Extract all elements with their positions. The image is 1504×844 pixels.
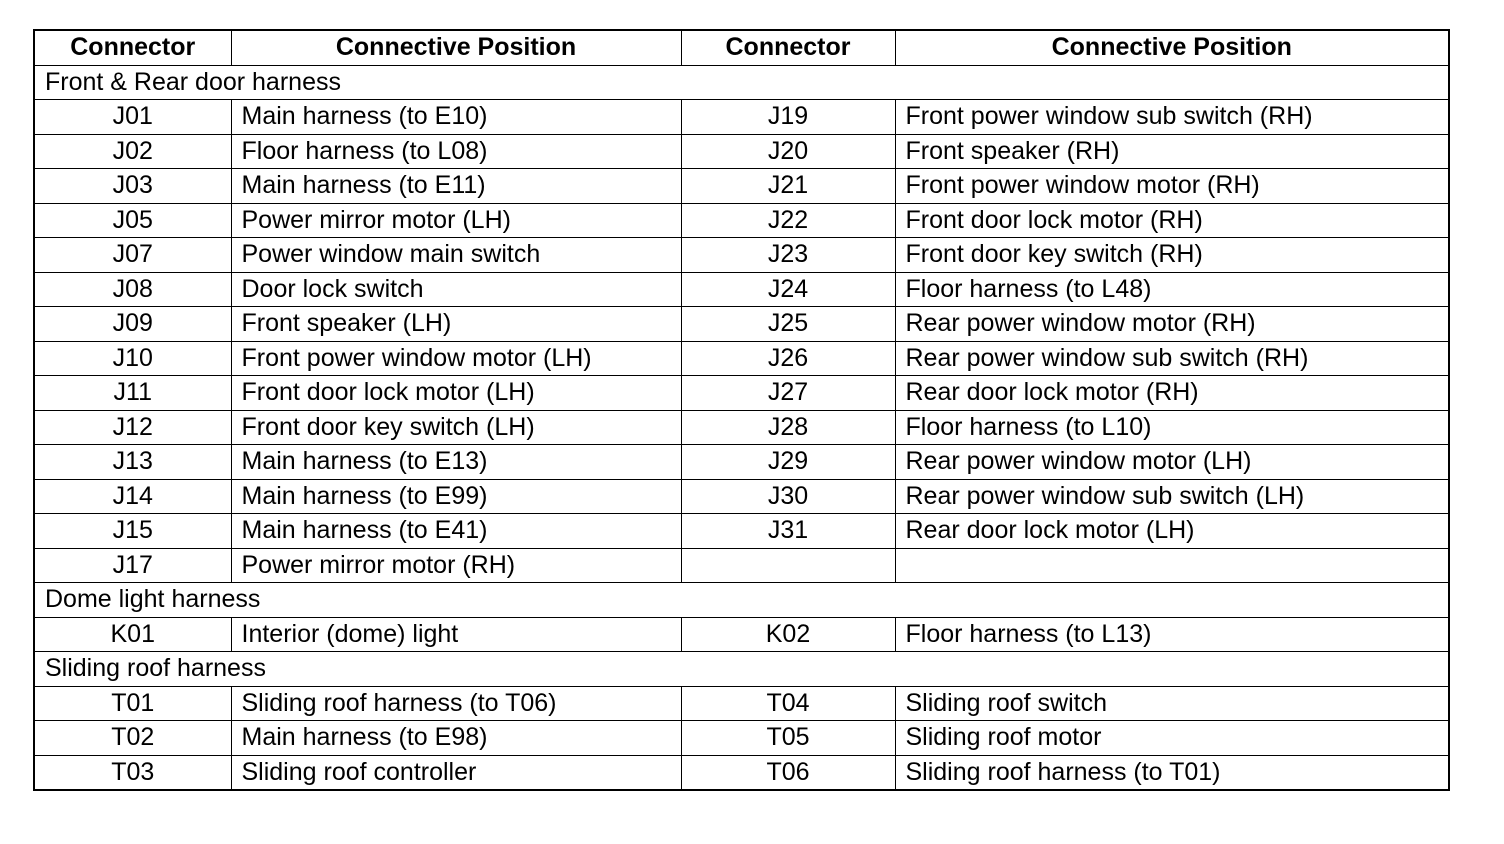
table-row xyxy=(34,203,1449,238)
connector-code: J21 xyxy=(681,169,895,204)
connector-code: K02 xyxy=(681,617,895,652)
connective-position: Sliding roof harness (to T06) xyxy=(231,686,681,721)
table-row xyxy=(34,514,1449,549)
connector-code: J02 xyxy=(34,134,231,169)
section-title: Dome light harness xyxy=(34,583,1449,618)
table-row xyxy=(34,721,1449,756)
connective-position: Front speaker (RH) xyxy=(895,134,1449,169)
header-position-2: Connective Position xyxy=(895,30,1449,65)
header-connector-1: Connector xyxy=(34,30,231,65)
connective-position: Main harness (to E10) xyxy=(231,100,681,135)
table-row xyxy=(34,169,1449,204)
connective-position: Sliding roof harness (to T01) xyxy=(895,755,1449,790)
table-row xyxy=(34,686,1449,721)
connector-code: J01 xyxy=(34,100,231,135)
connector-code: J31 xyxy=(681,514,895,549)
connector-code: T02 xyxy=(34,721,231,756)
table-row xyxy=(34,376,1449,411)
table-row xyxy=(34,100,1449,135)
connective-position: Rear power window motor (LH) xyxy=(895,445,1449,480)
header-connector-2: Connector xyxy=(681,30,895,65)
connector-code: J12 xyxy=(34,410,231,445)
connector-code: J19 xyxy=(681,100,895,135)
connective-position: Rear power window sub switch (RH) xyxy=(895,341,1449,376)
connective-position: Main harness (to E41) xyxy=(231,514,681,549)
header-position-1: Connective Position xyxy=(231,30,681,65)
connector-code: J20 xyxy=(681,134,895,169)
connective-position: Floor harness (to L48) xyxy=(895,272,1449,307)
connector-code: T05 xyxy=(681,721,895,756)
connective-position: Main harness (to E11) xyxy=(231,169,681,204)
connective-position: Front power window sub switch (RH) xyxy=(895,100,1449,135)
connector-code: J25 xyxy=(681,307,895,342)
header-row xyxy=(34,30,1449,65)
connective-position: Front speaker (LH) xyxy=(231,307,681,342)
connective-position: Main harness (to E99) xyxy=(231,479,681,514)
connector-code: J03 xyxy=(34,169,231,204)
connective-position: Power mirror motor (LH) xyxy=(231,203,681,238)
connector-code: J27 xyxy=(681,376,895,411)
table-row xyxy=(34,617,1449,652)
table-row xyxy=(34,548,1449,583)
connector-code: J28 xyxy=(681,410,895,445)
connective-position: Rear door lock motor (LH) xyxy=(895,514,1449,549)
connector-code: J17 xyxy=(34,548,231,583)
connector-code: J11 xyxy=(34,376,231,411)
connector-code: J09 xyxy=(34,307,231,342)
connector-code: T01 xyxy=(34,686,231,721)
table-row xyxy=(34,307,1449,342)
connector-code: K01 xyxy=(34,617,231,652)
section-title: Sliding roof harness xyxy=(34,652,1449,687)
connector-code: J07 xyxy=(34,238,231,273)
table-row xyxy=(34,134,1449,169)
connector-code: T03 xyxy=(34,755,231,790)
connective-position: Rear door lock motor (RH) xyxy=(895,376,1449,411)
connector-code: T04 xyxy=(681,686,895,721)
connective-position: Main harness (to E98) xyxy=(231,721,681,756)
connector-table xyxy=(33,29,1450,791)
connector-code: J05 xyxy=(34,203,231,238)
connector-code: J13 xyxy=(34,445,231,480)
connective-position: Rear power window sub switch (LH) xyxy=(895,479,1449,514)
section-row xyxy=(34,583,1449,618)
connector-code: J15 xyxy=(34,514,231,549)
connector-code: J23 xyxy=(681,238,895,273)
connective-position: Rear power window motor (RH) xyxy=(895,307,1449,342)
connector-code: J14 xyxy=(34,479,231,514)
table-row xyxy=(34,272,1449,307)
connective-position: Sliding roof motor xyxy=(895,721,1449,756)
connector-code: J08 xyxy=(34,272,231,307)
connective-position: Front power window motor (RH) xyxy=(895,169,1449,204)
connector-code: J26 xyxy=(681,341,895,376)
table-row xyxy=(34,410,1449,445)
connective-position: Main harness (to E13) xyxy=(231,445,681,480)
connective-position: Power mirror motor (RH) xyxy=(231,548,681,583)
table-row xyxy=(34,341,1449,376)
connector-code xyxy=(681,548,895,583)
connective-position: Sliding roof controller xyxy=(231,755,681,790)
connective-position: Floor harness (to L13) xyxy=(895,617,1449,652)
connective-position: Front door key switch (RH) xyxy=(895,238,1449,273)
table-row xyxy=(34,445,1449,480)
connective-position: Interior (dome) light xyxy=(231,617,681,652)
table-body xyxy=(34,65,1449,790)
connective-position: Sliding roof switch xyxy=(895,686,1449,721)
connective-position: Front door lock motor (LH) xyxy=(231,376,681,411)
connector-code: J10 xyxy=(34,341,231,376)
connector-code: T06 xyxy=(681,755,895,790)
connective-position: Floor harness (to L08) xyxy=(231,134,681,169)
table-row xyxy=(34,755,1449,790)
section-title: Front & Rear door harness xyxy=(34,65,1449,100)
connective-position: Floor harness (to L10) xyxy=(895,410,1449,445)
connector-code: J30 xyxy=(681,479,895,514)
connector-code: J24 xyxy=(681,272,895,307)
connective-position: Front door lock motor (RH) xyxy=(895,203,1449,238)
connective-position: Front door key switch (LH) xyxy=(231,410,681,445)
connective-position: Door lock switch xyxy=(231,272,681,307)
connective-position xyxy=(895,548,1449,583)
connective-position: Front power window motor (LH) xyxy=(231,341,681,376)
section-row xyxy=(34,65,1449,100)
section-row xyxy=(34,652,1449,687)
connective-position: Power window main switch xyxy=(231,238,681,273)
table-row xyxy=(34,479,1449,514)
connector-code: J22 xyxy=(681,203,895,238)
table-row xyxy=(34,238,1449,273)
connector-code: J29 xyxy=(681,445,895,480)
